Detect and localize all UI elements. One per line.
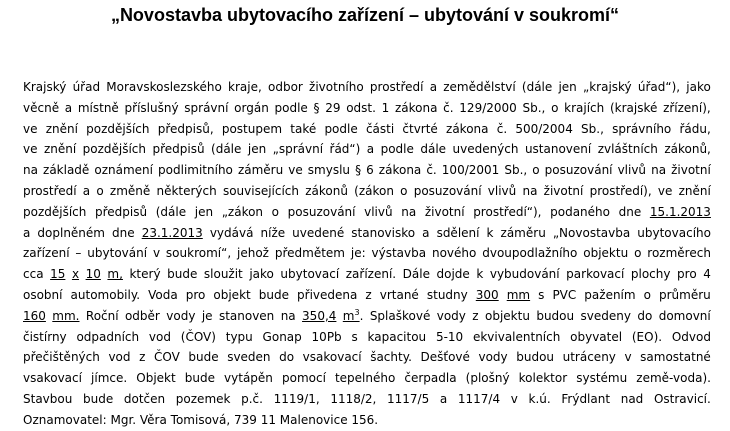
word: jen — [247, 142, 267, 157]
word: úřad — [72, 80, 101, 94]
word: čerpadla — [404, 371, 457, 386]
word: x — [71, 267, 80, 282]
word: (zákon — [354, 183, 394, 198]
word: zákonů — [305, 183, 348, 198]
word: odběr — [124, 308, 160, 323]
word: 6 — [366, 163, 374, 178]
word: Roční — [85, 308, 119, 323]
word: podlimitního — [158, 163, 233, 178]
word: Sb., — [522, 100, 546, 115]
word: 1118/2, — [330, 391, 377, 406]
body-line-3 — [23, 119, 711, 140]
word: místně — [77, 100, 119, 115]
word: a — [64, 100, 73, 115]
word: podle — [324, 121, 358, 136]
word: bude — [167, 267, 198, 282]
word: zvláštních — [597, 142, 658, 157]
word: sveden — [227, 350, 271, 365]
word: Dále — [402, 267, 430, 282]
word: typu — [225, 329, 253, 344]
word: zákona — [446, 121, 489, 136]
word: pozdějších — [86, 121, 150, 136]
word: k.ú. — [528, 391, 551, 406]
word: k — [486, 225, 494, 240]
word: 5-10 — [435, 329, 464, 344]
word: vsakovací — [23, 371, 82, 386]
word: na — [23, 163, 38, 178]
word: o — [400, 183, 408, 198]
word: znění — [678, 183, 711, 198]
word: cca — [23, 267, 44, 282]
word: bude — [188, 350, 219, 365]
word: vlivů — [364, 204, 393, 219]
word: p.č. — [241, 391, 263, 406]
word: 500/2004 — [515, 121, 573, 136]
word: předpisů, — [157, 121, 214, 136]
word: podle — [380, 142, 414, 157]
word: sloužit — [203, 267, 243, 282]
word: 10 — [85, 267, 101, 282]
word: $m^3$. — [342, 307, 364, 323]
word: zemědělství — [443, 80, 516, 94]
word: m, — [107, 267, 123, 282]
word: 300 — [475, 287, 499, 302]
word: dotčen — [123, 391, 166, 406]
word: a — [366, 142, 375, 157]
word: pozdějších — [82, 142, 147, 157]
word: (dále — [211, 142, 242, 157]
word: vlivů — [487, 183, 517, 198]
word: k — [476, 267, 484, 282]
word: vytápěn — [224, 371, 273, 386]
word: bude — [184, 371, 215, 386]
word: věcně — [23, 100, 60, 115]
word: objektu — [485, 308, 530, 323]
word: o — [271, 204, 280, 219]
word: jako — [249, 267, 274, 282]
word: „zákon — [221, 204, 264, 219]
word: správní — [184, 100, 229, 115]
word: zákona — [394, 100, 438, 115]
word: 15.1.2013 — [649, 204, 711, 219]
word: 160 — [23, 308, 46, 323]
word: jako — [686, 80, 711, 94]
word: PVC — [552, 287, 577, 302]
word: krajích — [564, 100, 605, 115]
word: budou — [536, 308, 575, 323]
word: stanovisko — [351, 225, 416, 240]
word: objektu — [583, 246, 629, 261]
word: mm — [506, 287, 531, 302]
word: Gonap — [262, 329, 302, 344]
word: přivedena — [297, 287, 358, 302]
body-line-17: Oznamovatel: Mgr. Věra Tomisová, 739 11 Malenovice 156. — [23, 412, 379, 427]
word: výstavba — [371, 246, 427, 261]
word: ve — [657, 183, 673, 198]
word: sdělení — [436, 225, 480, 240]
word: Dešťové — [420, 350, 470, 365]
word: předpisů — [152, 142, 205, 157]
word: „krajský — [582, 80, 632, 94]
word: v — [624, 350, 632, 365]
word: dvoupodlažního — [482, 246, 578, 261]
word: části — [365, 121, 395, 136]
word: vsakovací — [302, 350, 362, 365]
body-line-6 — [23, 181, 711, 202]
word: ubytovací — [280, 267, 340, 282]
word: také — [290, 121, 317, 136]
word: Krajský — [23, 80, 67, 94]
word: vody — [436, 308, 466, 323]
word: jen — [558, 80, 577, 94]
word: základě — [43, 163, 90, 178]
word: změně — [109, 183, 151, 198]
word: smyslu — [307, 163, 351, 178]
word: soukromí“, — [165, 246, 232, 261]
word: na — [401, 204, 417, 219]
word: znění — [43, 142, 77, 157]
word: rozměrech — [647, 246, 711, 261]
word: zřízení), — [663, 100, 711, 115]
body-line-10 — [23, 264, 711, 285]
word: zařízení — [23, 246, 70, 261]
body-line-5 — [23, 160, 711, 181]
word: č. — [443, 100, 454, 115]
word: 4 — [703, 267, 711, 282]
word: 15 — [50, 267, 66, 282]
word: pomocí — [281, 371, 326, 386]
word: kolektor — [518, 371, 568, 386]
word: ve — [288, 163, 303, 178]
word: § — [355, 163, 362, 178]
word: životního — [309, 80, 364, 94]
word: jímce. — [91, 371, 128, 386]
word: pozdějších — [23, 204, 87, 219]
word: posuzování — [413, 183, 482, 198]
word: některých — [156, 183, 217, 198]
word: je: — [350, 246, 366, 261]
word: a — [422, 225, 430, 240]
word: v — [510, 391, 518, 406]
word: souvisejících — [222, 183, 300, 198]
word: do — [637, 308, 653, 323]
word: o — [532, 163, 540, 178]
word: 1 — [381, 100, 390, 115]
word: bude — [258, 287, 289, 302]
word: Sb., — [581, 121, 604, 136]
word: a — [429, 80, 438, 94]
word: pro — [185, 287, 206, 302]
word: pro — [677, 267, 697, 282]
word: podaného — [550, 204, 610, 219]
word: (plošný — [465, 371, 510, 386]
word: nového — [431, 246, 477, 261]
body-line-9 — [23, 243, 711, 264]
word: s — [538, 287, 545, 302]
word: Moravskoslezského — [106, 80, 222, 94]
word: systému — [576, 371, 628, 386]
word: vody — [166, 308, 196, 323]
word: o — [634, 246, 642, 261]
word: parkovací — [566, 267, 625, 282]
word: Objekt — [136, 371, 176, 386]
body-line-11 — [23, 285, 711, 306]
word: 1117/5 — [387, 391, 430, 406]
word: 10Pb — [311, 329, 342, 344]
word: ekvivalentních — [472, 329, 561, 344]
word: (dále — [521, 80, 553, 94]
word: ubytování — [87, 246, 148, 261]
word: bude — [83, 391, 114, 406]
word: dále — [420, 142, 447, 157]
word: ČOV — [153, 350, 180, 365]
word: samostatné — [640, 350, 711, 365]
word: z — [472, 308, 479, 323]
word: 129/2000 — [459, 100, 517, 115]
word: vydává — [209, 225, 254, 240]
word: o — [643, 287, 651, 302]
word: domovní — [658, 308, 711, 323]
word: dne — [112, 225, 135, 240]
word: ve — [23, 121, 38, 136]
word: země-voda). — [636, 371, 711, 386]
word: Voda — [148, 287, 178, 302]
word: prostředí“), — [473, 204, 542, 219]
word: na — [651, 163, 667, 178]
word: záměru — [237, 163, 284, 178]
word: prostředí — [369, 80, 424, 94]
word: § — [313, 100, 320, 115]
word: a — [23, 225, 31, 240]
word: řádu, — [679, 121, 711, 136]
word: z — [365, 287, 372, 302]
word: životní — [424, 204, 465, 219]
word: uvedených — [452, 142, 519, 157]
word: kraje, — [228, 80, 262, 94]
body-line-4 — [23, 139, 711, 160]
word: 29 — [325, 100, 341, 115]
body-line-14 — [23, 347, 711, 368]
word: „správní — [272, 142, 324, 157]
word: vody — [478, 350, 508, 365]
word: „Novostavba — [552, 225, 631, 240]
word: z — [139, 350, 146, 365]
word: přečištěných — [23, 350, 100, 365]
word: 23.1.2013 — [141, 225, 203, 240]
word: jehož — [237, 246, 269, 261]
word: níže — [260, 225, 286, 240]
word: vod — [108, 350, 131, 365]
word: 1119/1, — [273, 391, 320, 406]
word: prostředí), — [589, 183, 652, 198]
document-title: „Novostavba ubytovacího zařízení – ubytování v soukromí“ — [110, 5, 620, 25]
document-body — [23, 77, 711, 431]
word: č. — [496, 121, 508, 136]
word: pozemek — [175, 391, 231, 406]
word: o — [96, 183, 104, 198]
word: dojde — [436, 267, 470, 282]
word: čistírny — [23, 329, 67, 344]
word: (dále — [155, 204, 187, 219]
word: zákona — [378, 163, 422, 178]
word: odpadních — [76, 329, 140, 344]
word: – — [75, 246, 82, 261]
word: nad — [620, 391, 644, 406]
word: správního — [612, 121, 672, 136]
word: který — [129, 267, 161, 282]
word: vrtané — [379, 287, 419, 302]
word: zákonů, — [664, 142, 711, 157]
word: a — [439, 391, 448, 406]
word: kapacitou — [367, 329, 427, 344]
body-line-12 — [23, 306, 711, 327]
word: č. — [426, 163, 437, 178]
word: automobily. — [70, 287, 141, 302]
body-line-1 — [23, 77, 711, 98]
word: šachty. — [370, 350, 412, 365]
word: objekt — [213, 287, 251, 302]
word: a — [82, 183, 91, 198]
word: Sb., — [504, 163, 528, 178]
word: (ČOV) — [180, 329, 216, 344]
word: stanoven — [218, 308, 275, 323]
word: do — [279, 350, 295, 365]
word: průměru — [658, 287, 711, 302]
word: Stavbou — [23, 391, 73, 406]
word: Odvod — [671, 329, 711, 344]
word: odst. — [346, 100, 376, 115]
word: 350,4 — [302, 308, 337, 323]
word: na — [522, 183, 538, 198]
word: prostředí — [23, 183, 77, 198]
word: budou — [516, 350, 555, 365]
word: Splaškové — [369, 308, 431, 323]
word: je — [201, 308, 213, 323]
body-line-16 — [23, 389, 711, 410]
word: vlivů — [617, 163, 647, 178]
word: na — [280, 308, 296, 323]
word: uvedené — [292, 225, 345, 240]
word: pažením — [584, 287, 636, 302]
word: vod — [148, 329, 171, 344]
word: předmětem — [274, 246, 345, 261]
word: řád“) — [329, 142, 361, 157]
word: znění — [45, 121, 78, 136]
body-line-13 — [23, 327, 711, 348]
word: Frýdlant — [561, 391, 611, 406]
word: posuzování — [544, 163, 613, 178]
word: vybudování — [489, 267, 560, 282]
body-line-15 — [23, 368, 711, 389]
word: postupem — [221, 121, 283, 136]
body-line-8 — [23, 223, 711, 244]
word: záměru — [500, 225, 546, 240]
word: (EO). — [631, 329, 663, 344]
word: zařízení. — [345, 267, 397, 282]
word: (krajské — [609, 100, 658, 115]
word: plochy — [630, 267, 671, 282]
word: tepelného — [334, 371, 396, 386]
word: v — [152, 246, 161, 261]
word: obyvatel — [570, 329, 623, 344]
body-line-2 — [23, 98, 711, 119]
word: životní — [543, 183, 584, 198]
word: 1117/4 — [457, 391, 501, 406]
word: doplněném — [37, 225, 105, 240]
word: čtvrté — [402, 121, 438, 136]
word: utráceny — [562, 350, 616, 365]
word: o — [551, 100, 559, 115]
word: ve — [23, 142, 38, 157]
body-line-7 — [23, 202, 711, 223]
word: studny — [426, 287, 468, 302]
word: předpisů — [95, 204, 148, 219]
word: posuzování — [287, 204, 356, 219]
word: úřad“), — [637, 80, 681, 94]
word: orgán — [234, 100, 269, 115]
word: jen — [194, 204, 214, 219]
word: s — [351, 329, 358, 344]
word: odbor — [268, 80, 303, 94]
word: osobní — [23, 287, 63, 302]
word: 100/2001 — [441, 163, 500, 178]
word: Ostravicí. — [653, 391, 711, 406]
word: dne — [618, 204, 642, 219]
word: mm. — [52, 308, 80, 323]
word: svedeny — [580, 308, 631, 323]
word: oznámení — [94, 163, 153, 178]
word: podle — [274, 100, 308, 115]
word: příslušný — [124, 100, 179, 115]
word: ustanovení — [524, 142, 592, 157]
word: ubytovacího — [637, 225, 711, 240]
word: životní — [671, 163, 711, 178]
